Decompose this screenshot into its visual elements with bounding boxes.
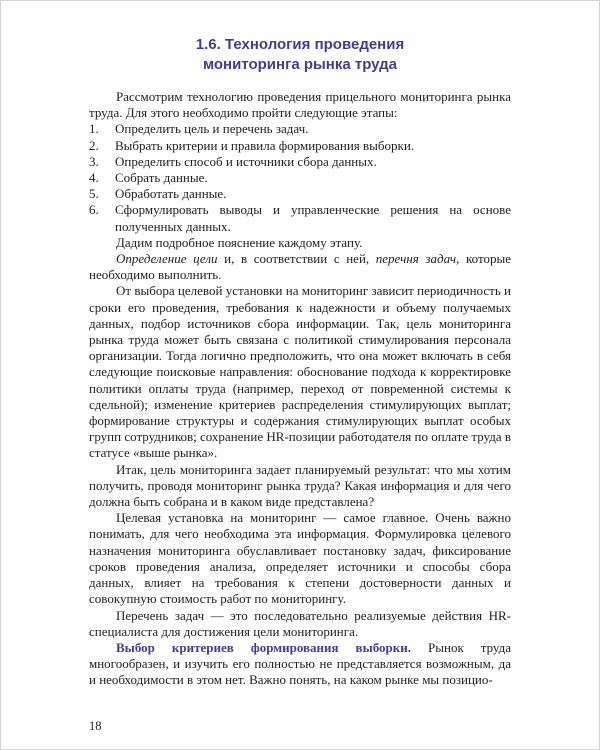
- page-number: 18: [89, 719, 102, 733]
- list-item-number: 2.: [89, 137, 99, 153]
- text-segment: и, в соответствии с ней,: [217, 251, 376, 267]
- paragraph: [89, 608, 511, 640]
- section-title-line2: мониторинга рынка труда: [202, 55, 398, 73]
- paragraph: [89, 89, 511, 121]
- text-segment: Рассмотрим технологию проведения прицельного мониторинга рынка труда. Для этого необходимо пройти следующие этапы:: [89, 89, 511, 121]
- list-item-number: 1.: [89, 121, 99, 137]
- paragraph: [89, 462, 511, 511]
- list-item-text: [115, 170, 511, 186]
- text-segment: Итак, цель мониторинга задает планируемый результат: что мы хотим получить, проводя мониторинг рынка труда? Какая информация и для чего должна быть собрана и в каком виде представлена?: [89, 461, 511, 510]
- section-title: [89, 35, 511, 74]
- text-segment: Собрать данные.: [115, 170, 208, 186]
- list-item: [89, 121, 511, 137]
- text-segment: , которые необходимо выполнить.: [89, 251, 511, 283]
- section-title-line1: 1.6. Технология проведения: [195, 36, 405, 53]
- text-segment: Определить цель и перечень задач.: [115, 121, 309, 137]
- text-segment: От выбора целевой установки на мониторинг зависит периодичность и сроки его проведения, требования к надежности и объему получаемых данных, подбор источников сбора информации. Так, цель мониторинга рынка труда может быть связана с политикой стимулирования персонала организации. Тогда логично предположить, что она может включать в себя следующие поисковые направления: обоснование подхода к корректировке политики оплаты труда (например, переход от повременной системы к сдельной); изменение критериев распределения стимулирующих выплат; формирование структуры и содержания стимулирующих выплат особых групп сотрудников; сохранение HR-позиции работодателя по оплате труда в статусе «выше рынка».: [89, 283, 511, 461]
- list-item-number: 4.: [89, 170, 99, 186]
- list-item-number: 5.: [89, 186, 99, 202]
- paragraph: [89, 235, 511, 251]
- text-segment: Перечень задач — это последовательно реализуемые действия HR-специалиста для достижения цели мониторинга.: [89, 607, 511, 639]
- list-item-text: [115, 121, 511, 137]
- list-item-text: [115, 202, 511, 234]
- text-segment: Целевая установка на мониторинг — самое главное. Очень важно понимать, для чего необходима эта информация. Формулировка целевого назначения мониторинга обуславливает постановку задач, фиксирование сроков проведения анализа, определяет источники и способы сбора данных, влияет на требования к степени достоверности данных и совокупную стоимость работ по мониторингу.: [89, 510, 511, 607]
- paragraph: [89, 640, 511, 689]
- text-segment: Дадим подробное пояснение каждому этапу.: [116, 234, 363, 250]
- list-item-number: 3.: [89, 153, 99, 169]
- list-item-text: [115, 154, 511, 170]
- list-item: [89, 154, 511, 170]
- list-item-text: [115, 138, 511, 154]
- text-segment: Определить способ и источники сбора данных.: [115, 153, 377, 169]
- paragraph: [89, 510, 511, 607]
- list-item-number: 6.: [89, 202, 99, 218]
- text-segment: Выбрать критерии и правила формирования выборки.: [115, 137, 415, 153]
- text-segment: Рынок труда многообразен, и изучить его полностью не представляется возможным, да и необходимости в этом нет. Важно понять, на каком рынке мы позицио-: [89, 639, 511, 688]
- text-segment: Обработать данные.: [115, 186, 227, 202]
- list-item: [89, 170, 511, 186]
- list-item-text: [115, 186, 511, 202]
- text-segment: Выбор критериев формирования выборки.: [116, 639, 412, 655]
- text-segment: Сформулировать выводы и управленческие решения на основе полученных данных.: [115, 202, 511, 234]
- text-segment: перечня задач: [375, 251, 457, 267]
- text-segment: Определение цели: [116, 251, 218, 267]
- page-content: [89, 89, 511, 689]
- list-item: [89, 138, 511, 154]
- list-item: [89, 202, 511, 234]
- paragraph: [89, 251, 511, 283]
- paragraph: [89, 283, 511, 461]
- list-item: [89, 186, 511, 202]
